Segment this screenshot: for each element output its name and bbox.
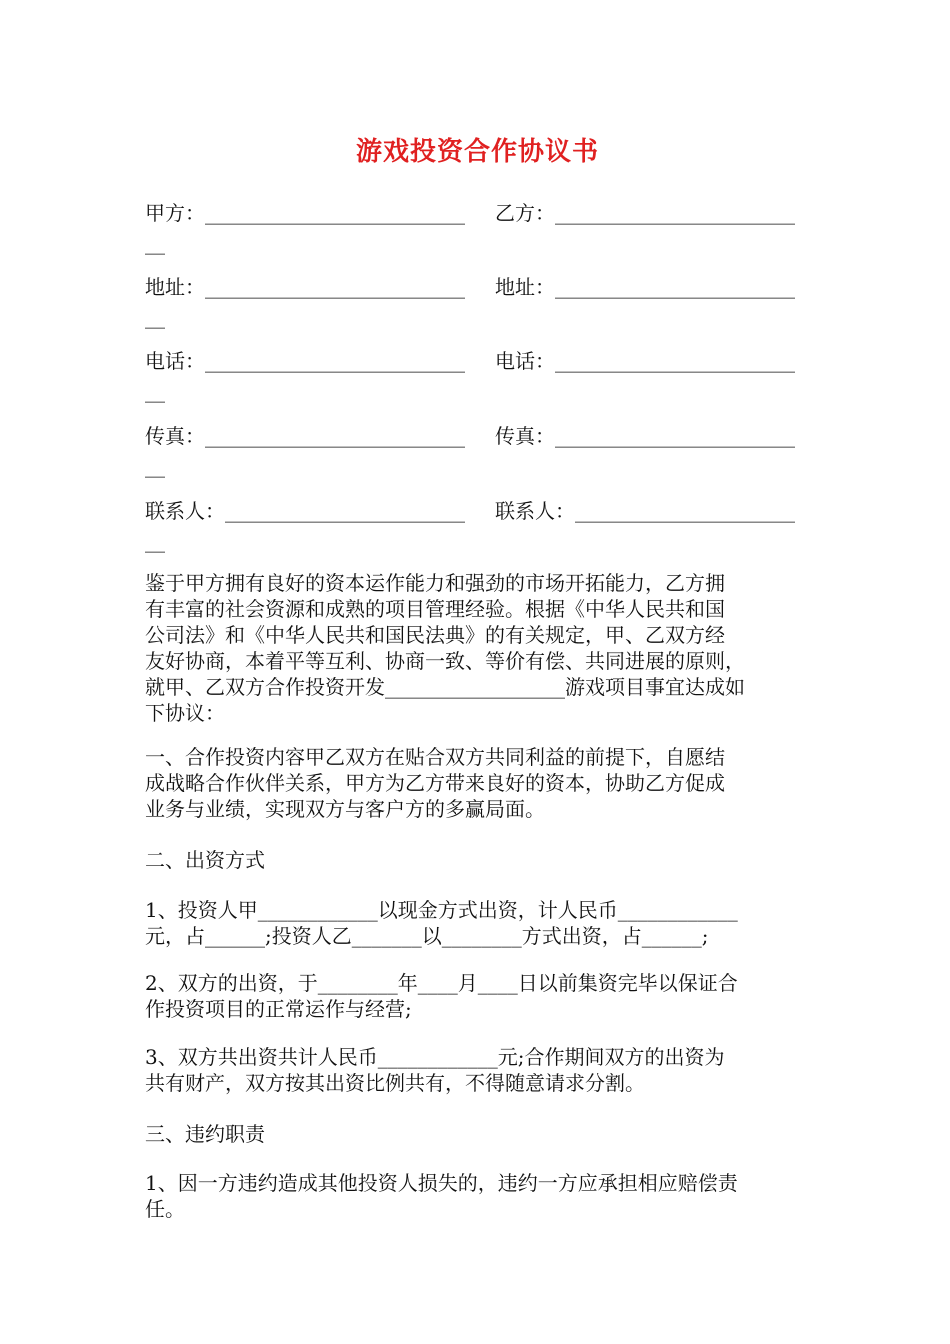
preamble-line: 下协议：: [145, 701, 225, 725]
section-1-paragraph: [145, 744, 810, 822]
section-1-line: 成战略合作伙伴关系，甲方为乙方带来良好的资本，协助乙方促成: [145, 771, 725, 795]
preamble-paragraph: [145, 570, 810, 726]
preamble-line: 有丰富的社会资源和成熟的项目管理经验。根据《中华人民共和国: [145, 597, 725, 621]
section-2-heading: 二、出资方式: [145, 848, 265, 872]
party-name-wrap: __: [145, 231, 165, 255]
section-2-item-2: [145, 970, 810, 1022]
party-phone-wrap: __: [145, 379, 165, 403]
document-title: 游戏投资合作协议书: [355, 137, 599, 167]
preamble-line: 公司法》和《中华人民共和国民法典》的有关规定，甲、乙双方经: [145, 623, 725, 647]
section-3-item-1-line: 1、因一方违约造成其他投资人损失的，违约一方应承担相应赔偿责: [145, 1171, 738, 1195]
preamble-line: 就甲、乙双方合作投资开发__________________游戏项目事宜达成如: [145, 675, 745, 699]
section-2-item-2-line: 2、双方的出资，于________年____月____日以前集资完毕以保证合: [145, 971, 738, 995]
party-a-contact-line: 联系人：________________________: [145, 499, 465, 523]
section-2-item-1: [145, 897, 810, 949]
section-2-item-3: [145, 1044, 810, 1096]
section-1-line: 一、合作投资内容甲乙双方在贴合双方共同利益的前提下，自愿结: [145, 745, 725, 769]
party-b-name-line: 乙方：________________________: [495, 201, 795, 225]
section-2-item-3-line: 共有财产，双方按其出资比例共有，不得随意请求分割。: [145, 1071, 645, 1095]
preamble-line: 鉴于甲方拥有良好的资本运作能力和强劲的市场开拓能力，乙方拥: [145, 571, 725, 595]
party-b-fax-line: 传真：________________________: [495, 424, 795, 448]
section-2-item-2-line: 作投资项目的正常运作与经营;: [145, 997, 412, 1021]
party-a-address-line: 地址：__________________________: [145, 275, 465, 299]
preamble-line: 友好协商，本着平等互利、协商一致、等价有偿、共同进展的原则，: [145, 649, 745, 673]
party-a-fax-line: 传真：__________________________: [145, 424, 465, 448]
section-2-item-3-line: 3、双方共出资共计人民币____________元;合作期间双方的出资为: [145, 1045, 725, 1069]
section-2-item-1-line: 1、投资人甲____________以现金方式出资，计人民币____________: [145, 898, 738, 922]
party-fax-wrap: __: [145, 454, 165, 478]
party-a-name-line: 甲方：__________________________: [145, 201, 465, 225]
section-2-item-1-line: 元，占______;投资人乙_______以________方式出资，占______;: [145, 924, 709, 948]
section-1-line: 业务与业绩，实现双方与客户方的多赢局面。: [145, 797, 545, 821]
section-3-item-1-line: 任。: [145, 1197, 185, 1221]
party-a-phone-line: 电话：__________________________: [145, 349, 465, 373]
section-3-heading: 三、违约职责: [145, 1122, 265, 1146]
party-contact-wrap: __: [145, 529, 165, 553]
party-b-contact-line: 联系人：______________________: [495, 499, 795, 523]
party-b-phone-line: 电话：________________________: [495, 349, 795, 373]
party-b-address-line: 地址：________________________: [495, 275, 795, 299]
section-3-item-1: [145, 1170, 810, 1222]
party-address-wrap: __: [145, 305, 165, 329]
